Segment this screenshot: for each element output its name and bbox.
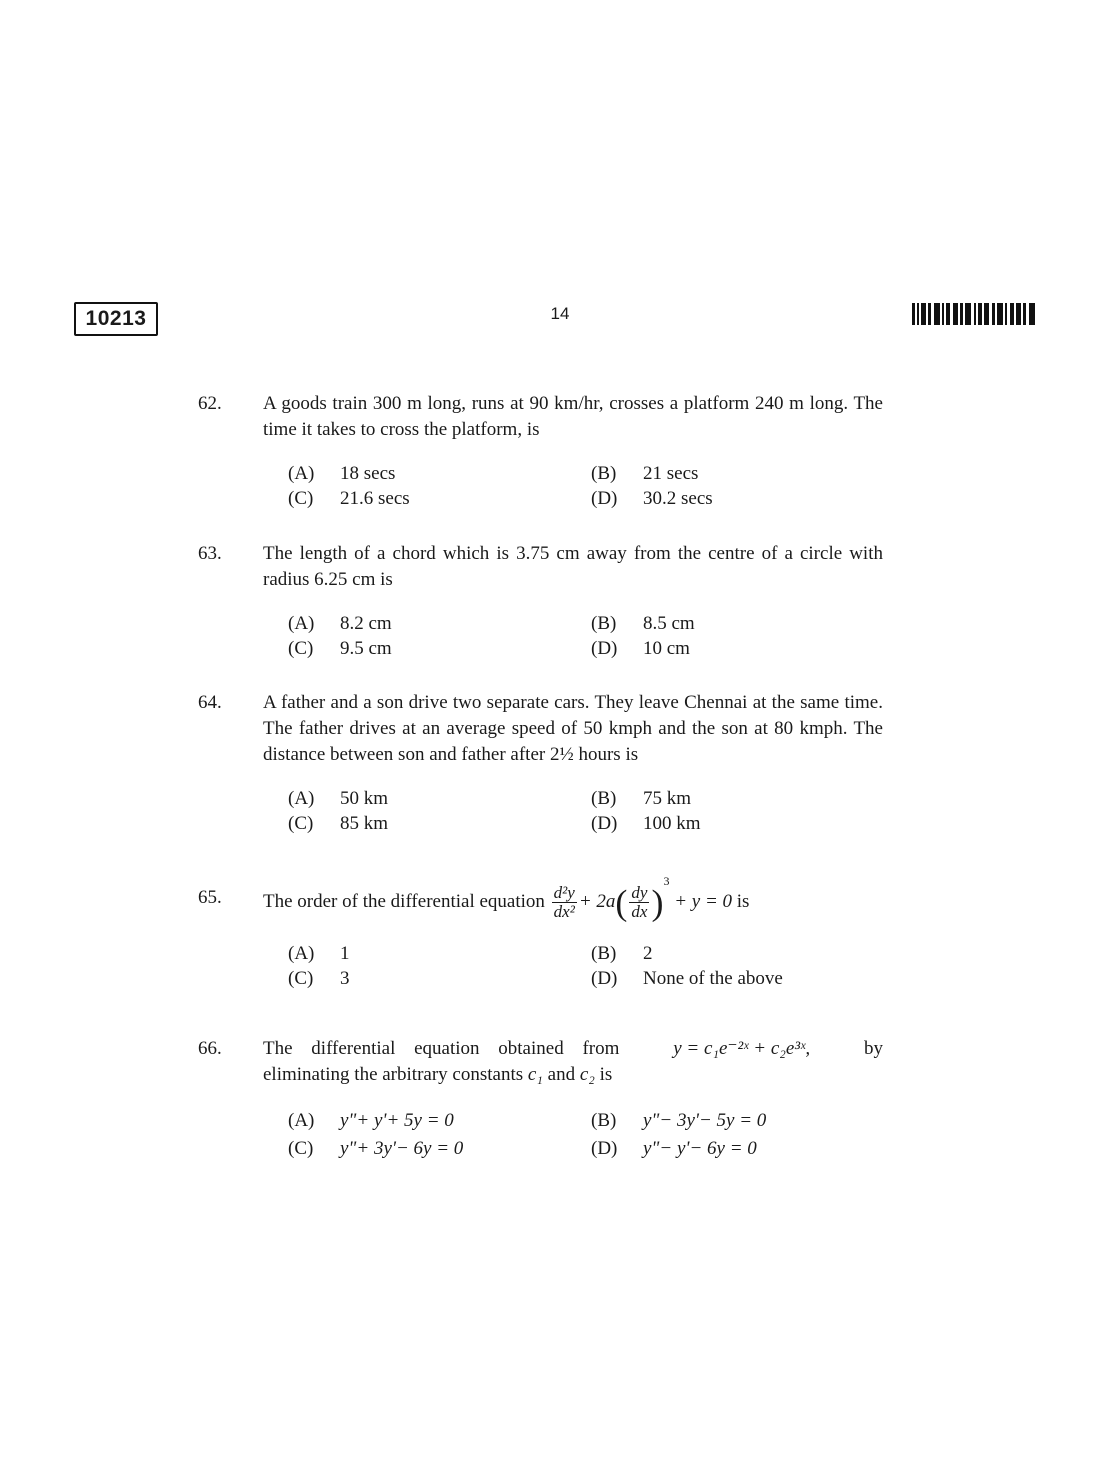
question-text: The length of a chord which is 3.75 cm away from the centre of a circle with radius 6.25 cm is	[263, 543, 883, 590]
question-number: 62.	[198, 393, 222, 414]
question-number: 66.	[198, 1038, 222, 1059]
options	[288, 1108, 898, 1164]
option-a: (A) 18 secs	[288, 463, 396, 484]
option-c: (C) 21.6 secs	[288, 488, 410, 509]
option-b: (B) 21 secs	[591, 463, 699, 484]
question-number: 64.	[198, 692, 222, 713]
question-65	[198, 868, 898, 991]
question-62	[198, 391, 898, 511]
options	[288, 941, 898, 991]
paper-code: 10213	[74, 302, 158, 336]
option-d: (D) y"− y'− 6y = 0	[591, 1138, 757, 1159]
options	[288, 611, 898, 661]
option-b: (B) 75 km	[591, 788, 692, 809]
equation-y: y = c₁e⁻²ˣ + c₂e³ˣ,	[673, 1038, 811, 1059]
question-text: The order of the differential equation $\frac{\text{d²y}}{\text{dx²}}$ + 2a( $\frac{dy}{dx}$ )$^3$ + y = 0 is	[263, 874, 750, 923]
option-a: (A) y"+ y'+ 5y = 0	[288, 1110, 454, 1131]
option-a: (A) 8.2 cm	[288, 613, 392, 634]
option-b: (B) y"− 3y'− 5y = 0	[591, 1110, 767, 1131]
question-64	[198, 690, 898, 836]
question-66	[198, 1036, 898, 1164]
option-b: (B) 2	[591, 943, 653, 965]
question-63	[198, 541, 898, 661]
option-d: (D) 100 km	[591, 813, 701, 834]
option-c: (C) 85 km	[288, 813, 389, 834]
option-d: (D) None of the above	[591, 968, 783, 990]
options	[288, 786, 898, 836]
option-c: (C) 9.5 cm	[288, 638, 392, 659]
options	[288, 461, 898, 511]
option-a: (A) 50 km	[288, 788, 389, 809]
fraction-dy-dx: $\frac{dy}{dx}$	[631, 883, 648, 922]
option-c: (C) y"+ 3y'− 6y = 0	[288, 1138, 464, 1159]
fraction-d2y-dx2: $\frac{\text{d²y}}{\text{dx²}}$	[553, 883, 575, 922]
option-d: (D) 30.2 secs	[591, 488, 713, 509]
question-number: 63.	[198, 543, 222, 564]
page-number: 14	[550, 304, 570, 323]
question-text: A father and a son drive two separate cars. They leave Chennai at the same time. The father drives at an average speed of 50 kmph and the son at 80 kmph. The distance between son and father after 2½ hours is	[263, 692, 883, 765]
question-text: The differential equation obtained from y = c₁e⁻²ˣ + c₂e³ˣ, by eliminating the arbitrary constants c₁ and c₂ is	[263, 1038, 883, 1085]
barcode	[912, 303, 1044, 325]
question-number: 65.	[198, 887, 222, 908]
option-c: (C) 3	[288, 968, 350, 990]
option-b: (B) 8.5 cm	[591, 613, 695, 634]
option-a: (A) 1	[288, 943, 350, 965]
option-d: (D) 10 cm	[591, 638, 690, 659]
question-text: A goods train 300 m long, runs at 90 km/hr, crosses a platform 240 m long. The time it takes to cross the platform, is	[263, 393, 883, 440]
